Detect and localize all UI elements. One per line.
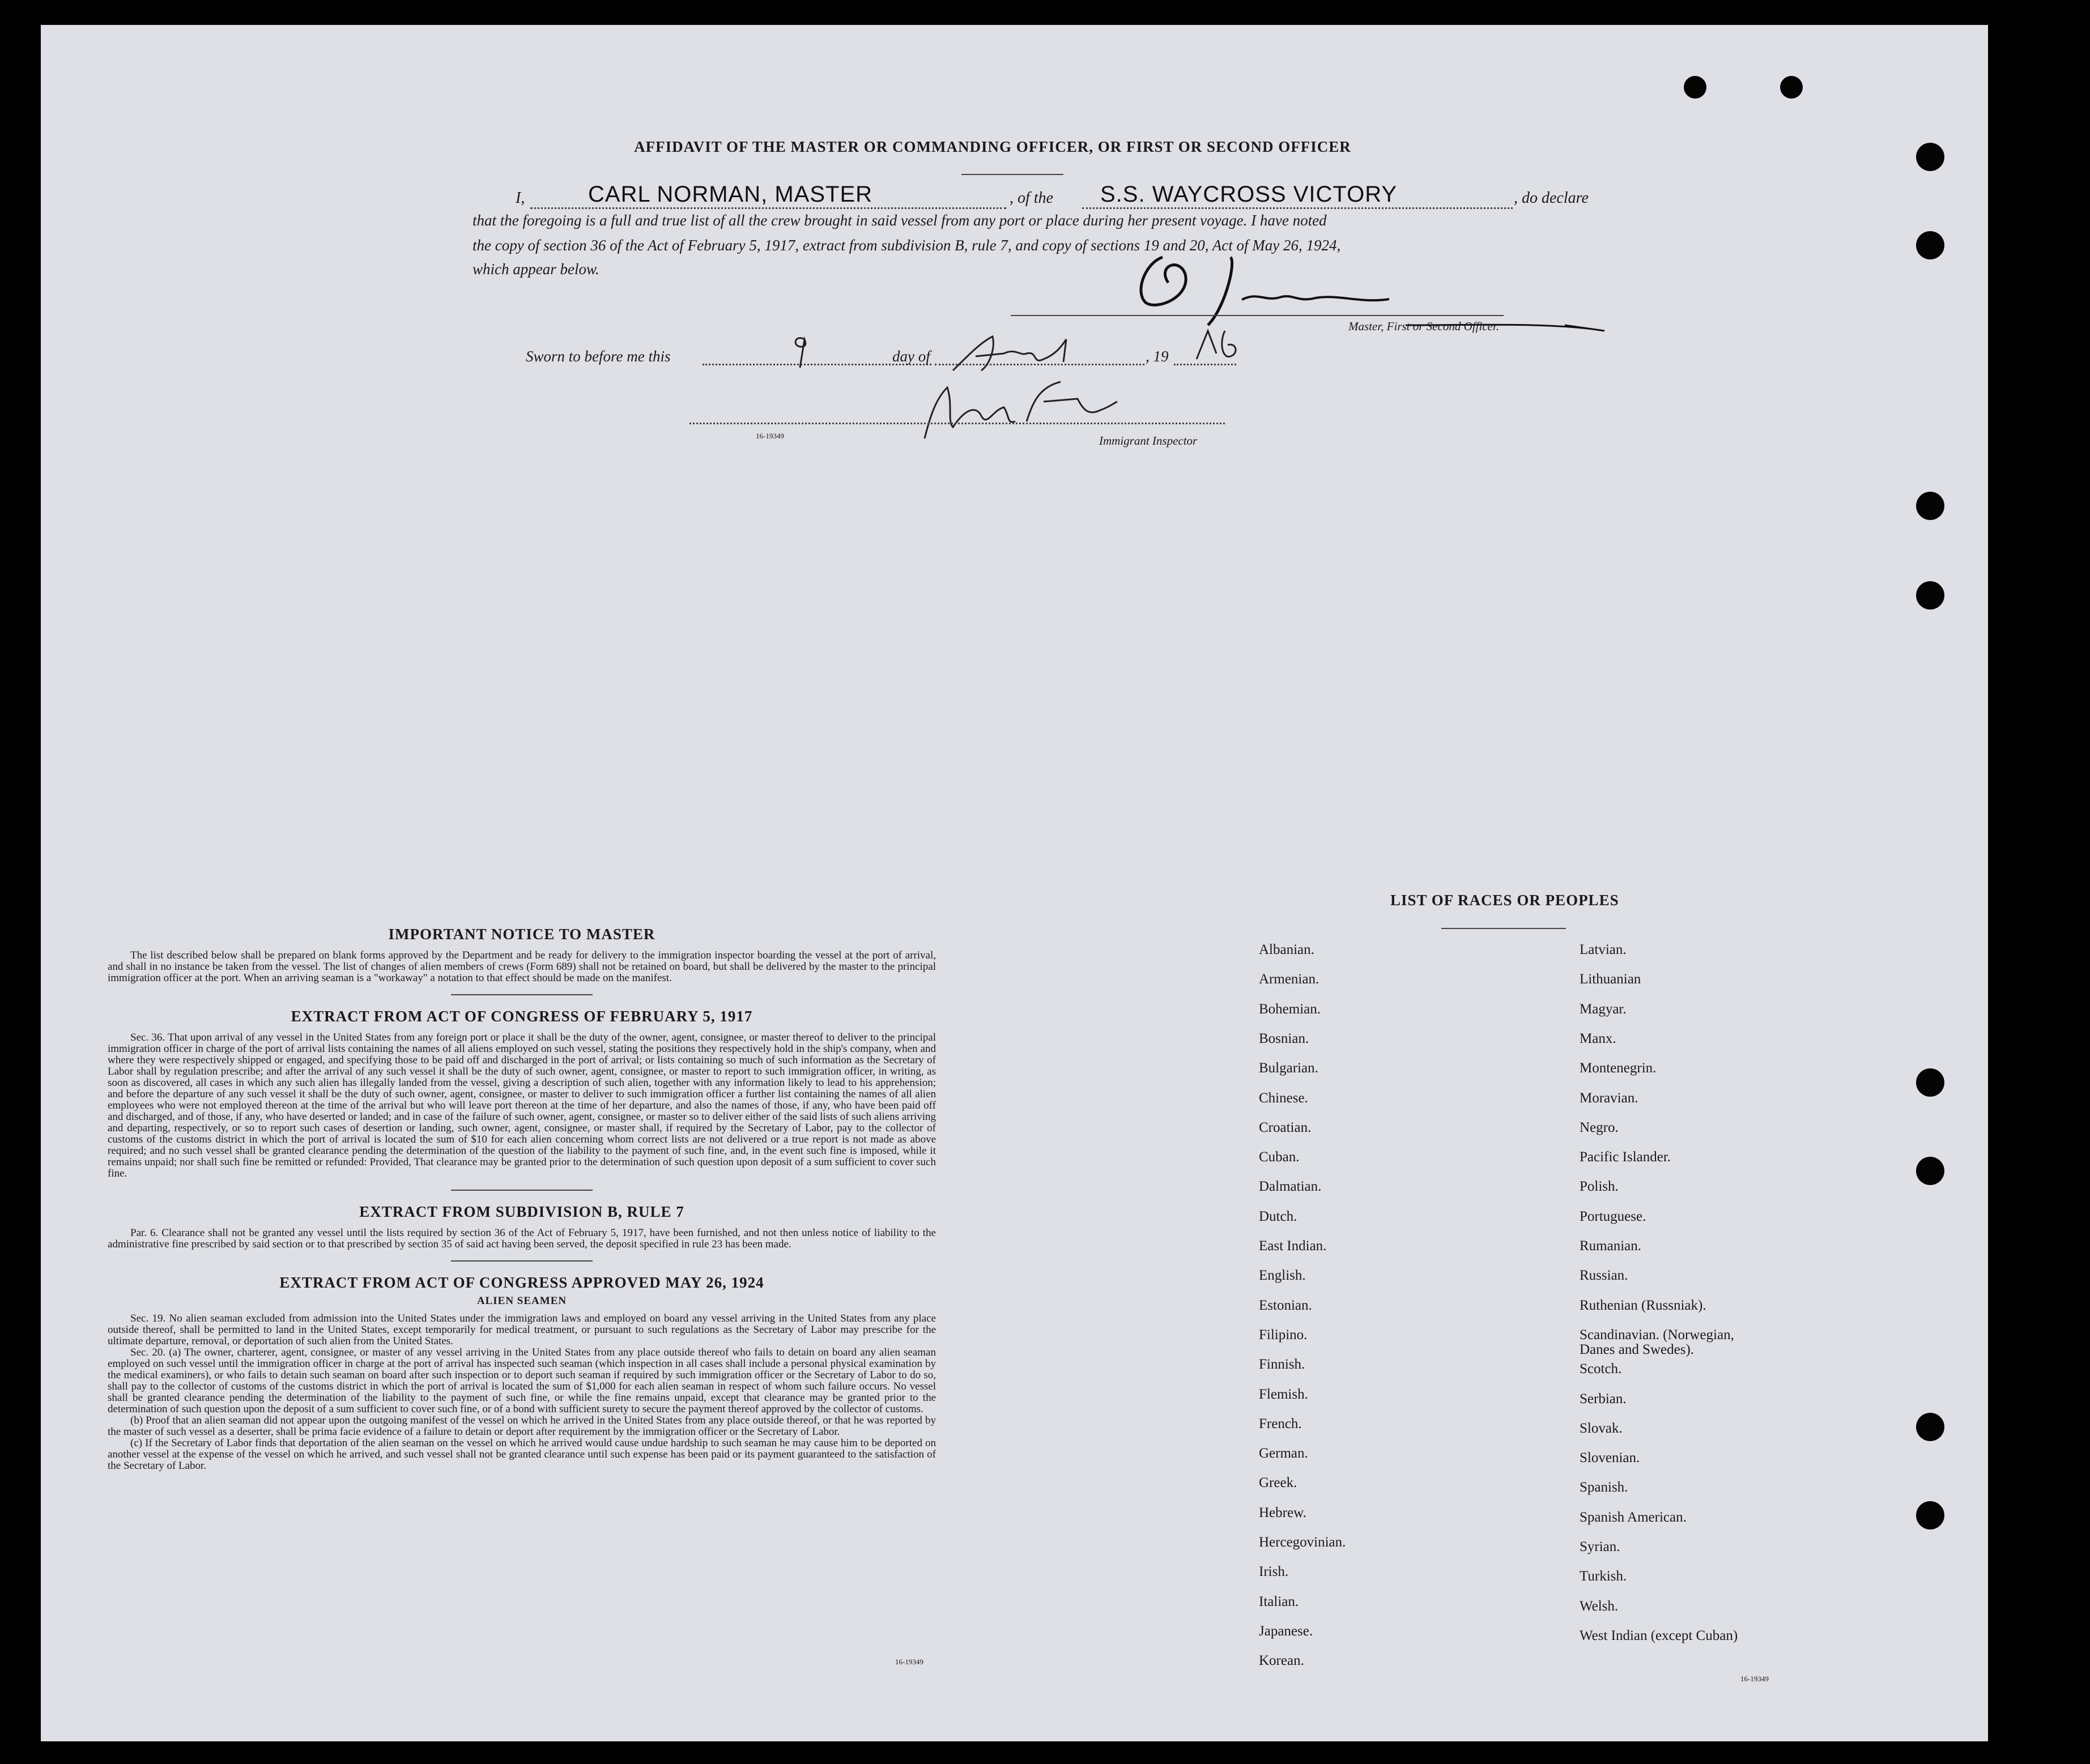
do-declare-label: , do declare <box>1514 189 1589 207</box>
vessel-name-line <box>1082 207 1513 209</box>
master-name-line <box>530 207 1006 209</box>
extract3-sec20c: (c) If the Secretary of Labor finds that deportation of the alien seaman on the vessel on which he arrived would cause undue hardship to such seaman he may cause him to be deported on another vessel at the expense of the vessel on which he arrived, and such vessel shall not be granted clearance until such expense has been paid or its payment guaranteed to the satisfaction of the Secretary of Labor. <box>108 1437 936 1472</box>
punch-hole <box>1916 143 1944 171</box>
vessel-name: S.S. WAYCROSS VICTORY <box>1100 182 1398 207</box>
race-item: Spanish. <box>1580 1480 1628 1495</box>
extract3-subtitle: ALIEN SEAMEN <box>476 1295 567 1307</box>
race-item: Croatian. <box>1259 1119 1312 1135</box>
race-item: Dutch. <box>1259 1208 1297 1224</box>
race-item: Hebrew. <box>1259 1505 1306 1520</box>
race-item: Moravian. <box>1580 1090 1638 1106</box>
race-item: Serbian. <box>1580 1391 1627 1407</box>
document-sheet <box>41 25 1988 1741</box>
race-item: Ruthenian (Russniak). <box>1580 1297 1706 1313</box>
extract2-title: EXTRACT FROM SUBDIVISION B, RULE 7 <box>359 1203 684 1220</box>
race-item: French. <box>1259 1416 1302 1431</box>
punch-hole <box>1780 76 1803 99</box>
year-prefix: , 19 <box>1146 348 1169 365</box>
race-item: Italian. <box>1259 1593 1299 1609</box>
race-item: Korean. <box>1259 1653 1304 1669</box>
race-item: Slovak. <box>1580 1420 1623 1436</box>
race-item: East Indian. <box>1259 1238 1327 1254</box>
race-item: Irish. <box>1259 1564 1289 1580</box>
affidavit-title: AFFIDAVIT OF THE MASTER OR COMMANDING OFFICER, OR FIRST OR SECOND OFFICER <box>634 138 1351 155</box>
race-item: English. <box>1259 1268 1306 1284</box>
inspector-signature-line <box>689 423 1225 424</box>
extract1-title: EXTRACT FROM ACT OF CONGRESS OF FEBRUARY 5, 1917 <box>291 1008 753 1025</box>
race-item: Chinese. <box>1259 1090 1308 1106</box>
race-item: Flemish. <box>1259 1386 1308 1402</box>
extract2-body: Par. 6. Clearance shall not be granted any vessel until the lists required by section 36 of the Act of February 5, 1917, have been furnished, and not then unless notice of liability to the administrative fine prescribed by said section or to that prescribed by section 35 of said act having been served, the deposit specified in rule 23 has been made. <box>108 1227 936 1250</box>
statement-line-3: which appear below. <box>473 261 599 278</box>
race-item: Magyar. <box>1580 1001 1627 1017</box>
extract1-body: Sec. 36. That upon arrival of any vessel in the United States from any foreign port or place it shall be the duty of the owner, agent, consignee, or master thereof to deliver to the principal immigration officer in charge of the port of arrival lists containing the names of all aliens employed on such vessel, stating the positions they respectively hold in the ship's company, when and where they were respectively shipped or engaged, and specifying those to be paid off and discharged in the port of arrival; or lists containing so much of such information as the Secretary of Labor shall by regulation prescribe; and after the arrival of any such vessel it shall be the duty of such owner, agent, consignee, or master to report to such immigration officer, in writing, as soon as discovered, all cases in which any such alien has illegally landed from the vessel, giving a description of such alien, together with any information likely to lead to his apprehension; and before the departure of any such vessel it shall be the duty of such owner, agent, consignee, or master to deliver to such immigration officer a further list containing the names of all alien employees who were not employed thereon at the time of the arrival but who will leave port thereon at the time of her departure, and also the names of those, if any, who have been paid off and discharged, and of those, if any, who have deserted or landed; and in case of the failure of such owner, agent, consignee, or master so to deliver either of the said lists of such aliens arriving and departing, respectively, or so to report such cases of desertion or landing, such owner, agent, consignee, or master shall, if required by the Secretary of Labor, pay to the collector of customs of the customs district in which the port of arrival is located the sum of $10 for each alien concerning whom correct lists are not delivered or a true report is not made as above required; and no such vessel shall be granted clearance pending the determination of the question of the liability to the payment of such fine, and, in the event such fine is imposed, while it remains unpaid; nor shall such fine be remitted or refunded: Provided, That clearance may be granted prior to the determination of such question upon deposit of a sum sufficient to cover such fine. <box>108 1032 936 1179</box>
race-item: Estonian. <box>1259 1297 1312 1313</box>
race-item: Russian. <box>1580 1268 1628 1284</box>
race-item: Portuguese. <box>1580 1208 1646 1224</box>
master-name: CARL NORMAN, MASTER <box>588 182 873 207</box>
race-item: Syrian. <box>1580 1539 1620 1554</box>
divider <box>451 1260 593 1262</box>
race-item: West Indian (except Cuban) <box>1580 1627 1738 1643</box>
race-item: Cuban. <box>1259 1149 1300 1165</box>
race-item: Armenian. <box>1259 972 1319 987</box>
extract3-sec20b: (b) Proof that an alien seaman did not appear upon the outgoing manifest of the vessel on which he arrived in the United States from any place outside thereof, or that he was reported by the master of such vessel as a deserter, shall be prima facie evidence of a failure to detain or deport after requirement by the immigration officer or the Secretary of Labor. <box>108 1414 936 1438</box>
affidavit-form-number: 16-19349 <box>756 432 784 440</box>
punch-hole <box>1916 1501 1944 1529</box>
race-item: Montenegrin. <box>1580 1060 1657 1076</box>
race-item: Negro. <box>1580 1119 1619 1135</box>
race-item: Japanese. <box>1259 1623 1313 1639</box>
race-item: Scandinavian. (Norwegian, Danes and Swedes). <box>1580 1327 1734 1357</box>
i-label: I, <box>516 189 525 207</box>
race-item: Slovenian. <box>1580 1450 1640 1466</box>
race-item: Spanish American. <box>1580 1509 1687 1525</box>
race-item: Lithuanian <box>1580 972 1641 987</box>
races-title-underline <box>1441 928 1566 929</box>
race-item: Finnish. <box>1259 1357 1305 1373</box>
race-item: Albanian. <box>1259 942 1314 957</box>
race-item: Bulgarian. <box>1259 1060 1318 1076</box>
sworn-day-handwritten <box>789 331 811 370</box>
race-item: Rumanian. <box>1580 1238 1642 1254</box>
punch-hole <box>1916 231 1944 259</box>
master-signature-caption: Master, First or Second Officer. <box>1348 319 1499 333</box>
race-item: Filipino. <box>1259 1327 1308 1343</box>
race-item: Dalmatian. <box>1259 1179 1322 1195</box>
notice-title: IMPORTANT NOTICE TO MASTER <box>388 926 655 943</box>
punch-hole <box>1916 1068 1944 1097</box>
of-the-label: , of the <box>1010 189 1053 207</box>
sworn-month-handwritten <box>947 331 1117 376</box>
extract3-title: EXTRACT FROM ACT OF CONGRESS APPROVED MAY 26, 1924 <box>279 1274 764 1291</box>
race-item: Bosnian. <box>1259 1030 1309 1046</box>
races-form-number: 16-19349 <box>1740 1674 1769 1683</box>
race-item: Pacific Islander. <box>1580 1149 1671 1165</box>
race-item: Hercegovinian. <box>1259 1535 1346 1550</box>
year-line <box>1174 364 1236 365</box>
notice-column <box>108 926 936 1472</box>
punch-hole <box>1916 581 1944 610</box>
inspector-signature <box>913 370 1129 444</box>
master-signature-line <box>1011 315 1504 316</box>
inspector-caption: Immigrant Inspector <box>1099 434 1198 448</box>
race-item: Welsh. <box>1580 1598 1619 1614</box>
day-of-label: day of <box>892 348 930 365</box>
divider <box>451 1190 593 1191</box>
notice-form-number: 16-19349 <box>895 1658 923 1666</box>
race-item: Scotch. <box>1580 1361 1622 1377</box>
race-item: Polish. <box>1580 1179 1619 1195</box>
statement-line-2: the copy of section 36 of the Act of February 5, 1917, extract from subdivision B, rule 7, and copy of sections 19 and 20, Act of May 26, 1924, <box>473 237 1341 254</box>
sworn-label: Sworn to before me this <box>526 348 671 365</box>
statement-line-1: that the foregoing is a full and true list of all the crew brought in said vessel from any port or place during her present voyage. I have noted <box>473 212 1327 229</box>
punch-hole <box>1916 1157 1944 1185</box>
punch-hole <box>1916 492 1944 520</box>
year-suffix-handwritten <box>1185 319 1248 370</box>
extract3-sec20a: Sec. 20. (a) The owner, charterer, agent, consignee, or master of any vessel arriving in the United States from any place outside thereof who fails to detain on board any alien seaman employed on such vessel until the immigration officer in charge at the port of arrival has inspected such seaman (which inspection in all cases shall include a personal physical examination by the medical examiners), or who fails to detain such seaman on board after such inspection or to deport such seaman if required by such immigration officer or the Secretary of Labor to do so, shall pay to the collector of customs of the customs district in which the port of arrival is located the sum of $1,000 for each alien seaman in respect of whom such failure occurs. No vessel shall be granted clearance pending the determination of the liability to the payment of such fine, or while the fine remains unpaid, except that clearance may be granted prior to the determination of such question upon the deposit of a sum sufficient to cover such fine, or of a bond with sufficient surety to secure the payment thereof approved by the collector of customs. <box>108 1347 936 1415</box>
divider <box>451 994 593 995</box>
race-item: Latvian. <box>1580 942 1627 957</box>
punch-hole <box>1916 1413 1944 1441</box>
punch-hole <box>1684 76 1706 99</box>
race-item: Turkish. <box>1580 1569 1627 1584</box>
title-underline <box>961 174 1063 175</box>
race-item: Bohemian. <box>1259 1001 1321 1017</box>
race-item: German. <box>1259 1446 1308 1462</box>
notice-body: The list described below shall be prepared on blank forms approved by the Department and be ready for delivery to the immigration inspector boarding the vessel at the port of arrival, and shall in no instance be taken from the vessel. The list of changes of alien members of crews (Form 689) shall not be retained on board, but shall be delivered by the master to the principal immigration officer at the port. When an arriving seaman is a "workaway" a notation to that effect should be made on the manifest. <box>108 949 936 984</box>
extract3-sec19: Sec. 19. No alien seaman excluded from admission into the United States under the immigration laws and employed on board any vessel arriving in the United States from any place outside thereof, shall be permitted to land in the United States, except temporarily for medical treatment, or pursuant to such regulations as the Secretary of Labor may prescribe for the ultimate departure, removal, or deportation of such alien from the United States. <box>108 1313 936 1347</box>
race-item: Greek. <box>1259 1475 1297 1491</box>
race-item: Manx. <box>1580 1030 1616 1046</box>
races-title: LIST OF RACES OR PEOPLES <box>1390 892 1619 909</box>
